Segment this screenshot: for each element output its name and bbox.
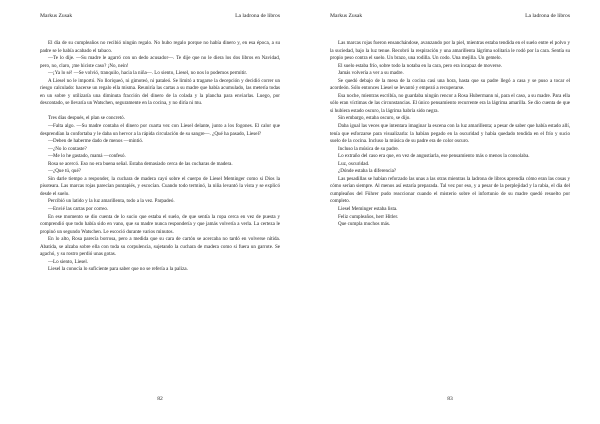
paragraph: El suelo estaba frío, sobre todo la notaba en la cara, pero era incapaz de moverse. xyxy=(338,62,502,69)
paragraph: Sin darle tiempo a responder, la cuchara de madera cayó sobre el cuerpo de Liesel Meminger como si Dios la pisoteara. Las marcas rojas parecían puntapiés, y escocían. Cuando todo terminó, la niña levantó la vista y se explicó desde el suelo. xyxy=(40,175,280,197)
paragraph: Liesel Meminger estaba lista. xyxy=(338,206,398,213)
paragraph: Luz, oscuridad. xyxy=(338,160,370,167)
right-page-number: 83 xyxy=(447,396,453,402)
paragraph: —Te lo dije. —Su madre le agarró con un dedo acusador—. Te dije que no le diera los dos libros en Navidad, pero, no, claro, ¡me hiciste caso? ¡No, nein! xyxy=(40,55,280,69)
paragraph: Que cumpla muchos más. xyxy=(338,221,391,228)
paragraph: Tres días después, el plan se concretó. xyxy=(48,115,125,122)
paragraph: —Envié las cartas por correo. xyxy=(48,206,109,213)
left-page-number: 82 xyxy=(157,396,163,402)
left-running-head xyxy=(40,11,280,21)
paragraph: Percibió un latido y la luz amarillenta, todo a la vez. Parpadeó. xyxy=(48,198,175,205)
paragraph: —Me lo he gastado, mamá —confesó. xyxy=(48,153,126,160)
paragraph: Incluso la música de su padre. xyxy=(338,145,399,152)
running-head-book-title: La ladrona de libros xyxy=(525,13,570,19)
left-page-text xyxy=(40,40,280,274)
paragraph: —¿Que tú, qué? xyxy=(48,168,81,175)
paragraph: En ese momento se dio cuenta de lo sucio que estaba el suelo, de que sentía la ropa cerca en vez de puesta y comprendió que todo había sido en vano, que su madre nunca respondería y que jamás volvería a verla. La certeza le propinó un segundo Watschen. Le escoció durante varios minutos. xyxy=(40,213,280,235)
paragraph: Feliz cumpleaños, herr Hitler. xyxy=(338,213,399,220)
running-head-author: Markus Zusak xyxy=(40,13,73,19)
paragraph: Esa noche, mientras escribía, no guardaba ningún rencor a Rosa Hubermann ni, para el caso, a su madre. Para ella sólo eran víctimas de las circunstancias. El único pensamiento recurrente era la lágrima amarilla. Se dio cuenta de que si hubiera estado oscuro, la lágrima habría sido negra. xyxy=(330,92,570,114)
paragraph: ¿Dónde estaba la diferencia? xyxy=(338,168,397,175)
paragraph: —Lo siento, Liesel. xyxy=(48,258,89,265)
paragraph: El día de su cumpleaños no recibió ningún regalo. No hubo regalo porque no había dinero y, en esa época, a su padre se le había acabado el tabaco. xyxy=(40,40,280,54)
section-break xyxy=(40,108,280,116)
paragraph: Sin embargo, estaba oscuro, se dijo. xyxy=(338,115,411,122)
paragraph: Se quedó debajo de la mesa de la cocina casi una hora, hasta que su padre llegó a casa y se puso a tocar el acordeón. Sólo entonces Liesel se levantó y empezó a recuperarse. xyxy=(330,77,570,92)
right-page-text xyxy=(330,40,570,229)
right-page xyxy=(330,0,570,424)
paragraph: Daba igual las veces que intentara imaginar la escena con la luz amarillenta; a pesar de saber que había estado allí, tenía que esforzarse para visualizarla: la habían pegado en la oscuridad y había quedado tendida en el frío y sucio suelo de la cocina. Incluso la música de su padre era de color oscuro. xyxy=(330,123,570,145)
paragraph: —Falta algo. —Su madre contaba el dinero por cuarta vez con Liesel delante, junto a los fogones. El calor que desprendían la confortaba y le daba un hervor a la rápida circulación de su sangre—. ¿Qué ha pasado, Liesel? xyxy=(40,123,280,137)
paragraph: Lo extraño del caso era que, en vez de angustiarla, ese pensamiento más o menos la consolaba. xyxy=(338,153,530,160)
running-head-author: Markus Zusak xyxy=(330,13,363,19)
paragraph: Rosa se acercó. Eso no era buena señal. Estaba demasiado cerca de las cucharas de madera. xyxy=(48,160,233,167)
right-running-head xyxy=(330,11,570,21)
paragraph: —Deben de haberme dado de menos —mintió. xyxy=(48,138,144,145)
paragraph: Las pesadillas se habían reforzado las unas a las otras mientras la ladrona de libros aprendía cómo eran las cosas y cómo serían siempre. Al menos así estaría preparada. Tal vez por eso, y a pesar de la perplejidad y la rabia, el día del cumpleaños del Führer pudo reaccionar cuando el misterio sobre el infortunio de su madre quedó resuelto por completo. xyxy=(330,175,570,205)
paragraph: A Liesel no le importó. No lloriqueó, ni gimoteó, ni pataleó. Se limitó a tragarse la decepción y decidió correr un riesgo calculado: hacerse un regalo ella misma. Reuniría las cartas a su madre que había acumulado, las metería todas en un sobre y utilizaría una diminuta fracción del dinero de la colada y la plancha para enviarlas. Luego, por descontado, se llevaría un Watschen, seguramente en la cocina, y no diría ni mu. xyxy=(40,77,280,107)
left-page xyxy=(40,0,280,424)
paragraph: En lo alto, Rosa parecía borrosa, pero a medida que su cara de cartón se acercaba no tardó en volverse nítida. Abatida, se alzaba sobre ella con toda su corpulencia, sujetando la cuchara de madera como si fuera un garrote. Se agachó, y su rostro perdió unas gotas. xyxy=(40,236,280,258)
paragraph: Jamás volvería a ver a su madre. xyxy=(338,70,404,77)
paragraph: Liesel la conocía lo suficiente para saber que no se refería a la paliza. xyxy=(48,266,188,273)
running-head-book-title: La ladrona de libros xyxy=(235,13,280,19)
paragraph: —¡Ya lo sé! —Se volvió, tranquilo, hacia la niña—. Lo siento, Liesel, no nos lo podemos permitir. xyxy=(48,70,248,77)
paragraph: Las marcas rojas fueron ensanchándose, avanzando por la piel, mientras estaba tendida en el suelo entre el polvo y la suciedad, bajo la luz tenue. Recobró la respiración y una amarillenta lágrima solitaria le rodó por la cara. Sentía su propio peso contra el suelo. Un brazo, una rodilla. Un codo. Una mejilla. Un gemelo. xyxy=(330,40,570,62)
paragraph: —¿No lo contaste? xyxy=(48,145,87,152)
